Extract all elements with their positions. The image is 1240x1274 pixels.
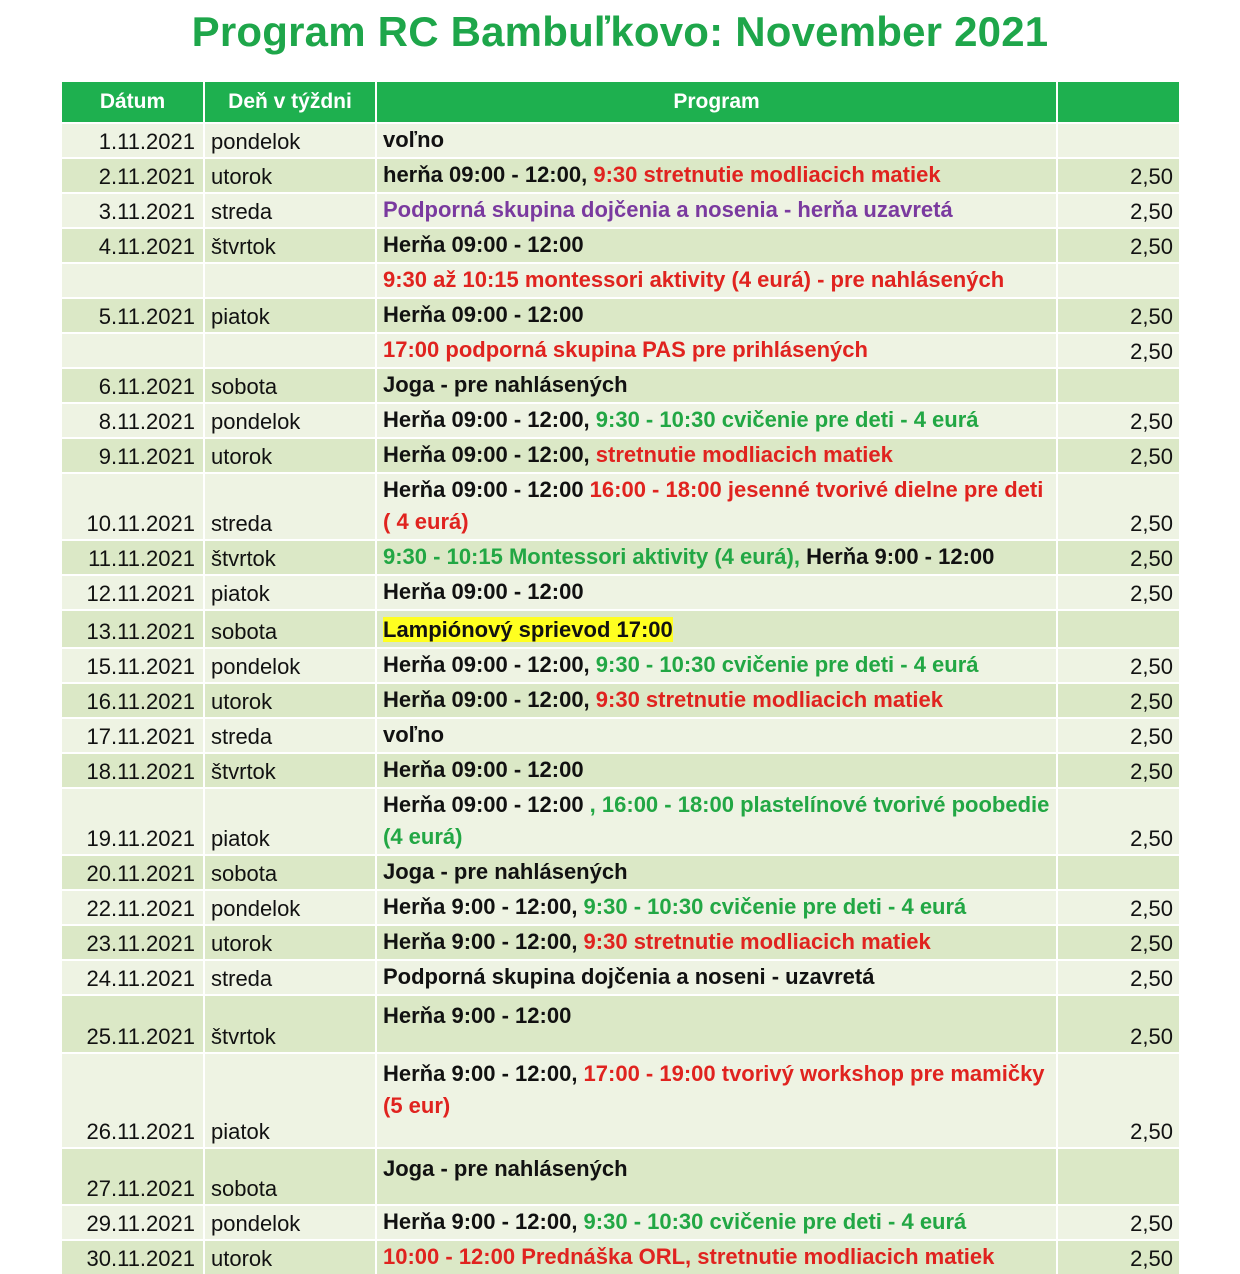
row-price: 2,50 <box>1058 437 1179 472</box>
table-row <box>62 122 1179 157</box>
header-date: Dátum <box>62 82 205 122</box>
row-program <box>377 192 1058 227</box>
program-segment: 9:30 - 10:30 cvičenie pre deti - 4 eurá <box>595 407 979 432</box>
row-price: 2,50 <box>1058 924 1179 959</box>
table-row <box>62 889 1179 924</box>
program-segment: stretnutie modliacich matiek <box>595 442 893 467</box>
row-price: 2,50 <box>1058 332 1179 367</box>
row-day <box>205 262 377 297</box>
row-date: 8.11.2021 <box>62 402 205 437</box>
row-price <box>1058 1147 1179 1204</box>
program-segment: 9:30 stretnutie modliacich matiek <box>583 929 931 954</box>
row-date: 3.11.2021 <box>62 192 205 227</box>
program-segment: Herňa 09:00 - 12:00 <box>383 302 584 327</box>
header-day: Deň v týždni <box>205 82 377 122</box>
table-row <box>62 752 1179 787</box>
program-segment: 16:00 - 18:00 jesenné tvorivé dielne pre deti ( 4 eurá) <box>383 477 1044 534</box>
row-price <box>1058 367 1179 402</box>
row-date: 5.11.2021 <box>62 297 205 332</box>
row-program <box>377 994 1058 1052</box>
row-price: 2,50 <box>1058 192 1179 227</box>
row-program <box>377 1239 1058 1274</box>
row-day: piatok <box>205 574 377 609</box>
row-price: 2,50 <box>1058 717 1179 752</box>
program-segment: Herňa 9:00 - 12:00, <box>383 1061 584 1086</box>
row-price: 2,50 <box>1058 227 1179 262</box>
program-segment: 17:00 - 19:00 tvorivý workshop pre mamičky (5 eur) <box>383 1061 1045 1118</box>
row-price: 2,50 <box>1058 402 1179 437</box>
table-row <box>62 157 1179 192</box>
table-row <box>62 574 1179 609</box>
row-program <box>377 574 1058 609</box>
row-price: 2,50 <box>1058 682 1179 717</box>
row-day: piatok <box>205 787 377 854</box>
row-price: 2,50 <box>1058 647 1179 682</box>
row-day: pondelok <box>205 889 377 924</box>
table-row <box>62 717 1179 752</box>
table-row <box>62 854 1179 889</box>
row-day: sobota <box>205 854 377 889</box>
row-price: 2,50 <box>1058 1052 1179 1147</box>
row-date: 24.11.2021 <box>62 959 205 994</box>
table-row <box>62 1052 1179 1147</box>
table-row <box>62 192 1179 227</box>
row-program <box>377 1204 1058 1239</box>
row-day <box>205 332 377 367</box>
row-program <box>377 889 1058 924</box>
row-date <box>62 332 205 367</box>
program-segment: 9:30 - 10:30 cvičenie pre deti - 4 eurá <box>583 1209 967 1234</box>
row-program <box>377 682 1058 717</box>
program-segment: Joga - pre nahlásených <box>383 1156 628 1181</box>
row-date: 25.11.2021 <box>62 994 205 1052</box>
table-row <box>62 609 1179 647</box>
row-program <box>377 787 1058 854</box>
row-price: 2,50 <box>1058 959 1179 994</box>
row-program <box>377 402 1058 437</box>
row-date: 17.11.2021 <box>62 717 205 752</box>
row-date: 22.11.2021 <box>62 889 205 924</box>
program-segment: Joga - pre nahlásených <box>383 859 628 884</box>
table-row <box>62 297 1179 332</box>
program-segment: 9:30 stretnutie modliacich matiek <box>593 162 941 187</box>
row-date: 11.11.2021 <box>62 539 205 574</box>
row-program <box>377 647 1058 682</box>
row-program <box>377 157 1058 192</box>
row-price: 2,50 <box>1058 297 1179 332</box>
row-price: 2,50 <box>1058 889 1179 924</box>
row-price: 2,50 <box>1058 994 1179 1052</box>
program-segment: 9:30 - 10:30 cvičenie pre deti - 4 eurá <box>583 894 967 919</box>
row-price: 2,50 <box>1058 157 1179 192</box>
page-title: Program RC Bambuľkovo: November 2021 <box>191 8 1049 55</box>
row-price: 2,50 <box>1058 539 1179 574</box>
row-date: 18.11.2021 <box>62 752 205 787</box>
program-segment: Herňa 9:00 - 12:00 <box>383 1003 572 1028</box>
row-day: streda <box>205 472 377 539</box>
highlighted-event: Lampiónový sprievod 17:00 <box>383 617 673 642</box>
table-row <box>62 227 1179 262</box>
row-price <box>1058 122 1179 157</box>
row-day: štvrtok <box>205 539 377 574</box>
row-program <box>377 332 1058 367</box>
row-price: 2,50 <box>1058 472 1179 539</box>
row-day: utorok <box>205 682 377 717</box>
row-date <box>62 262 205 297</box>
table-row <box>62 924 1179 959</box>
row-day: piatok <box>205 297 377 332</box>
table-row <box>62 1239 1179 1274</box>
row-price <box>1058 854 1179 889</box>
program-segment: Herňa 9:00 - 12:00, <box>383 929 584 954</box>
row-day: štvrtok <box>205 227 377 262</box>
header-program: Program <box>377 82 1058 122</box>
program-segment: Herňa 09:00 - 12:00, <box>383 442 596 467</box>
row-price: 2,50 <box>1058 574 1179 609</box>
program-segment: Herňa 09:00 - 12:00 <box>383 477 590 502</box>
row-program <box>377 752 1058 787</box>
row-program <box>377 959 1058 994</box>
table-row <box>62 539 1179 574</box>
row-date: 19.11.2021 <box>62 787 205 854</box>
row-date: 10.11.2021 <box>62 472 205 539</box>
row-program <box>377 924 1058 959</box>
row-program <box>377 717 1058 752</box>
row-date: 26.11.2021 <box>62 1052 205 1147</box>
program-segment: Podporná skupina dojčenia a noseni - uzavretá <box>383 964 875 989</box>
table-row <box>62 994 1179 1052</box>
row-day: piatok <box>205 1052 377 1147</box>
row-program <box>377 122 1058 157</box>
program-segment: Joga - pre nahlásených <box>383 372 628 397</box>
row-date: 9.11.2021 <box>62 437 205 472</box>
row-day: utorok <box>205 437 377 472</box>
row-date: 27.11.2021 <box>62 1147 205 1204</box>
program-segment: Herňa 09:00 - 12:00 <box>383 579 584 604</box>
row-program <box>377 539 1058 574</box>
row-day: pondelok <box>205 402 377 437</box>
row-day: pondelok <box>205 122 377 157</box>
program-segment: Herňa 9:00 - 12:00 <box>806 544 995 569</box>
row-date: 2.11.2021 <box>62 157 205 192</box>
table-row <box>62 472 1179 539</box>
row-day: štvrtok <box>205 752 377 787</box>
row-date: 4.11.2021 <box>62 227 205 262</box>
program-segment: herňa 09:00 - 12:00, <box>383 162 594 187</box>
table-row <box>62 959 1179 994</box>
row-price <box>1058 609 1179 647</box>
row-day: streda <box>205 192 377 227</box>
row-date: 23.11.2021 <box>62 924 205 959</box>
table-row <box>62 682 1179 717</box>
program-segment: 9:30 - 10:30 cvičenie pre deti - 4 eurá <box>595 652 979 677</box>
program-segment: Herňa 09:00 - 12:00, <box>383 652 596 677</box>
program-segment: 17:00 podporná skupina PAS pre prihlásených <box>383 337 868 362</box>
program-segment: Herňa 09:00 - 12:00, <box>383 687 596 712</box>
row-price: 2,50 <box>1058 752 1179 787</box>
table-row <box>62 262 1179 297</box>
table-row <box>62 402 1179 437</box>
row-date: 20.11.2021 <box>62 854 205 889</box>
header-row <box>62 82 1179 122</box>
program-segment: voľno <box>383 127 445 152</box>
row-day: streda <box>205 959 377 994</box>
row-day: sobota <box>205 609 377 647</box>
row-program <box>377 609 1058 647</box>
table-row <box>62 437 1179 472</box>
program-segment: Herňa 09:00 - 12:00 <box>383 232 584 257</box>
table-row <box>62 1147 1179 1204</box>
row-program <box>377 227 1058 262</box>
row-day: pondelok <box>205 647 377 682</box>
table-row <box>62 1204 1179 1239</box>
row-day: pondelok <box>205 1204 377 1239</box>
row-date: 1.11.2021 <box>62 122 205 157</box>
program-segment: 9:30 - 10:15 Montessori aktivity (4 eurá), <box>383 544 807 569</box>
program-segment: 9:30 až 10:15 montessori aktivity (4 eurá) - pre nahlásených <box>383 267 1005 292</box>
row-date: 6.11.2021 <box>62 367 205 402</box>
header-price <box>1058 82 1179 122</box>
row-program <box>377 1147 1058 1204</box>
table-row <box>62 647 1179 682</box>
row-date: 13.11.2021 <box>62 609 205 647</box>
row-date: 30.11.2021 <box>62 1239 205 1274</box>
row-date: 12.11.2021 <box>62 574 205 609</box>
row-program <box>377 262 1058 297</box>
program-segment: Herňa 09:00 - 12:00 <box>383 757 584 782</box>
program-segment: Podporná skupina dojčenia a nosenia - herňa uzavretá <box>383 197 953 222</box>
row-day: utorok <box>205 924 377 959</box>
row-date: 29.11.2021 <box>62 1204 205 1239</box>
program-segment: Herňa 9:00 - 12:00, <box>383 1209 584 1234</box>
row-date: 16.11.2021 <box>62 682 205 717</box>
row-program <box>377 367 1058 402</box>
program-segment: Herňa 09:00 - 12:00 <box>383 792 590 817</box>
row-program <box>377 472 1058 539</box>
row-program <box>377 1052 1058 1147</box>
row-program <box>377 297 1058 332</box>
row-day: sobota <box>205 367 377 402</box>
schedule-table <box>62 82 1179 1274</box>
row-price <box>1058 262 1179 297</box>
program-segment: voľno <box>383 722 445 747</box>
table-row <box>62 332 1179 367</box>
table-row <box>62 787 1179 854</box>
program-segment: , 16:00 - 18:00 plastelínové tvorivé poobedie (4 eurá) <box>383 792 1050 849</box>
row-price: 2,50 <box>1058 1204 1179 1239</box>
program-segment: Herňa 9:00 - 12:00, <box>383 894 584 919</box>
program-segment: 10:00 - 12:00 Prednáška ORL, stretnutie modliacich matiek <box>383 1244 995 1269</box>
row-day: utorok <box>205 157 377 192</box>
row-price: 2,50 <box>1058 1239 1179 1274</box>
table-row <box>62 367 1179 402</box>
row-program <box>377 437 1058 472</box>
row-day: utorok <box>205 1239 377 1274</box>
row-day: streda <box>205 717 377 752</box>
row-price: 2,50 <box>1058 787 1179 854</box>
row-day: štvrtok <box>205 994 377 1052</box>
program-segment: Herňa 09:00 - 12:00, <box>383 407 596 432</box>
row-program <box>377 854 1058 889</box>
row-day: sobota <box>205 1147 377 1204</box>
program-segment: 9:30 stretnutie modliacich matiek <box>595 687 944 712</box>
row-date: 15.11.2021 <box>62 647 205 682</box>
